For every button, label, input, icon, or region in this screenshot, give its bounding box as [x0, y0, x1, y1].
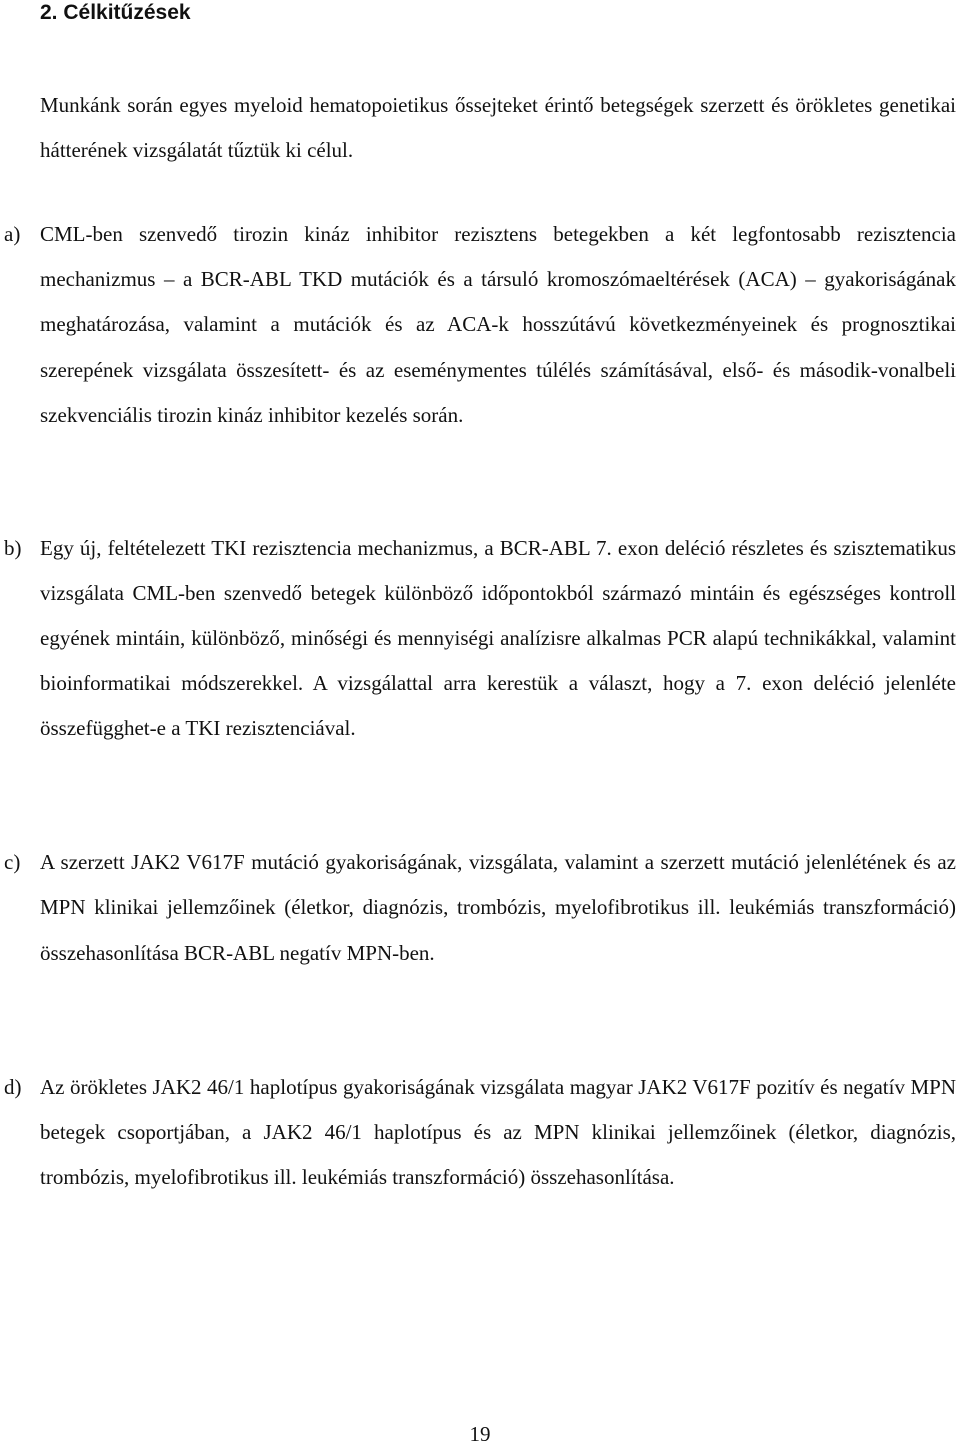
objective-item-c [0, 840, 956, 976]
item-marker: a) [4, 222, 21, 246]
item-text: A szerzett JAK2 V617F mutáció gyakoriságának, vizsgálata, valamint a szerzett mutáció jelenlétének és az MPN klinikai jellemzőinek (életkor, diagnózis, trombózis, myelofibrotikus ill. leukémiás transzformáció) összehasonlítása BCR-ABL negatív MPN-ben. [40, 850, 956, 965]
section-heading: 2. Célkitűzések [40, 1, 191, 24]
item-text: CML-ben szenvedő tirozin kináz inhibitor rezisztens betegekben a két legfontosabb rezisztencia mechanizmus – a BCR-ABL TKD mutációk és a társuló kromoszómaeltérések (ACA) – gyakoriságának meghatározása, valamint a mutációk és az ACA-k hosszútávú következményeinek és prognosztikai szerepének vizsgálata összesített- és az eseménymentes túlélés számításával, első- és második-vonalbeli szekvenciális tirozin kináz inhibitor kezelés során. [40, 222, 956, 427]
item-text: Egy új, feltételezett TKI rezisztencia mechanizmus, a BCR-ABL 7. exon deléció részletes és szisztematikus vizsgálata CML-ben szenvedő betegek különböző időpontokból származó mintáin és egészséges kontroll egyének mintáin, különböző, minőségi és mennyiségi analízisre alkalmas PCR alapú technikákkal, valamint bioinformatikai módszerekkel. A vizsgálattal arra kerestük a választ, hogy a 7. exon deléció jelenléte összefügghet-e a TKI rezisztenciával. [40, 536, 956, 740]
objective-item-a [0, 212, 956, 438]
intro-paragraph: Munkánk során egyes myeloid hematopoietikus őssejteket érintő betegségek szerzett és örökletes genetikai hátterének vizsgálatát tűztük ki célul. [40, 93, 956, 162]
objective-item-d [0, 1065, 956, 1200]
page-number: 19 [469, 1422, 491, 1446]
item-marker: c) [4, 850, 21, 874]
item-marker: b) [4, 536, 22, 560]
item-marker: d) [4, 1075, 22, 1099]
objective-item-b [0, 526, 956, 751]
item-text: Az örökletes JAK2 46/1 haplotípus gyakoriságának vizsgálata magyar JAK2 V617F pozitív és negatív MPN betegek csoportjában, a JAK2 46/1 haplotípus és az MPN klinikai jellemzőinek (életkor, diagnózis, trombózis, myelofibrotikus ill. leukémiás transzformáció) összehasonlítása. [40, 1075, 956, 1189]
